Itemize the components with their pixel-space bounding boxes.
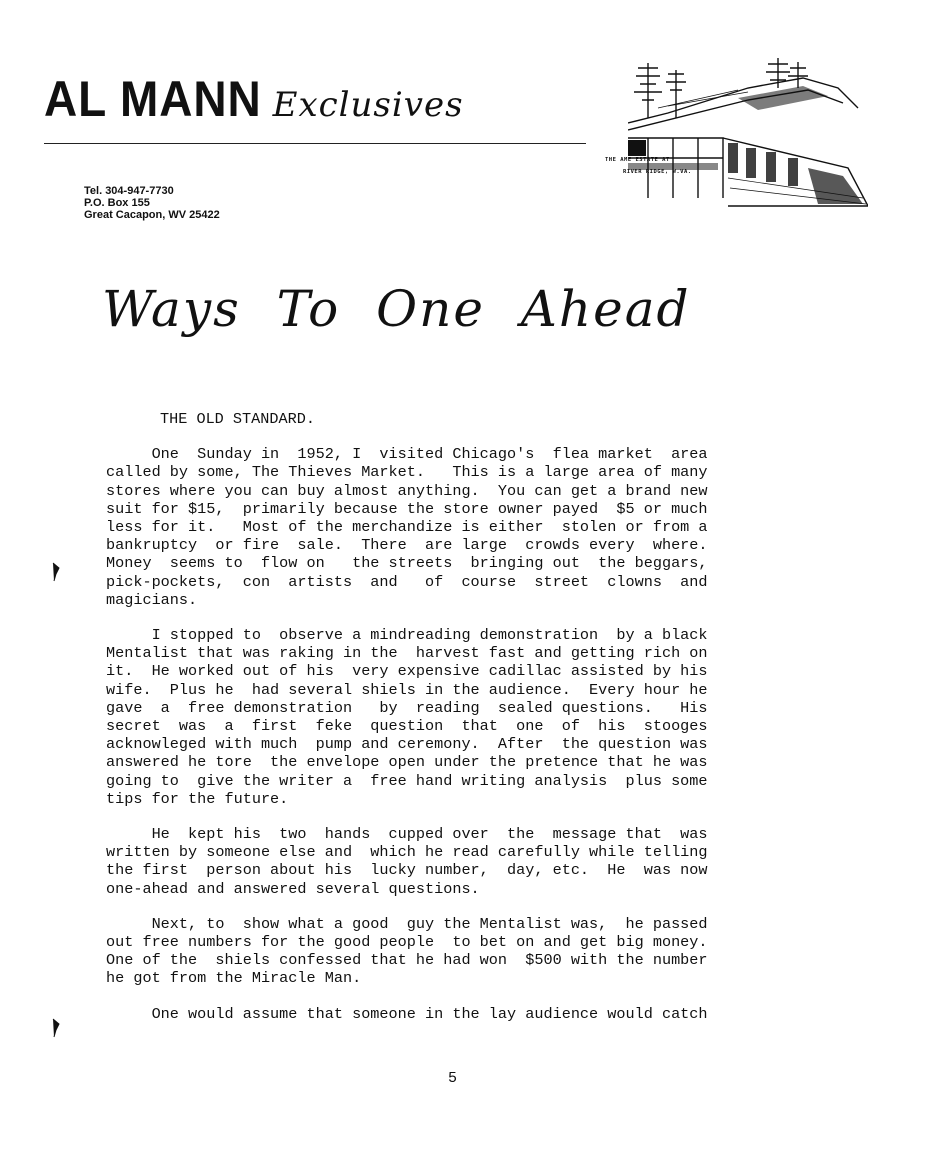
paragraph-line: I stopped to observe a mindreading demonstration by a black [106,626,708,645]
contact-city: Great Cacapon, WV 25422 [84,209,220,221]
estate-caption [605,154,692,178]
paragraph-line: acknowleged with much pump and ceremony. After the question was [106,735,708,754]
paragraph [106,915,846,988]
letterhead-brand [44,70,464,128]
paragraph-line: Mentalist that was raking in the harvest fast and getting rich on [106,644,708,663]
paragraph-line: answered he tore the envelope open under the pretence that he was [106,753,708,772]
paragraph [106,626,846,808]
estate-illustration [628,48,868,208]
margin-mark [52,1018,60,1038]
paragraph-line: Next, to show what a good guy the Mentalist was, he passed [106,914,708,933]
paragraph-line: he got from the Miracle Man. [106,969,362,988]
body-text [106,410,846,1040]
estate-caption-line-2: RIVER RIDGE, W.VA. [623,169,692,175]
letterhead-rule [44,143,586,144]
paragraph-line: One Sunday in 1952, I visited Chicago's flea market area [106,445,708,464]
paragraph-line: wife. Plus he had several shiels in the audience. Every hour he [106,680,708,699]
paragraph-line: the first person about his lucky number, day, etc. He was now [106,861,708,880]
paragraph-line: one-ahead and answered several questions. [106,879,480,898]
page-number: 5 [448,1070,458,1087]
section-heading: THE OLD STANDARD. [160,410,315,428]
paragraph [106,1005,846,1023]
paragraph [106,825,846,898]
margin-mark [52,562,60,582]
paragraph-line: going to give the writer a free hand writing analysis plus some [106,771,708,790]
paragraph-line: pick-pockets, con artists and of course street clowns and [106,572,708,591]
paragraph-line: out free numbers for the good people to bet on and get big money. [106,933,708,952]
contact-phone: Tel. 304-947-7730 [84,185,174,197]
contact-block [84,185,220,221]
paragraph-line: Money seems to flow on the streets bringing out the beggars, [106,554,708,573]
brand-script: Exclusives [272,85,464,125]
paragraph-line: He kept his two hands cupped over the message that was [106,825,708,844]
paragraph-line: it. He worked out of his very expensive cadillac assisted by his [106,662,708,681]
paragraph [106,445,846,609]
paragraph-line: One of the shiels confessed that he had won $500 with the number [106,951,708,970]
paragraph-line: tips for the future. [106,789,289,808]
estate-caption-line-1: THE AME ESTATE AT [605,157,670,163]
paragraphs [106,445,846,1023]
paragraph-line: written by someone else and which he read carefully while telling [106,843,708,862]
handwritten-title: Ways To One Ahead [102,280,691,338]
paragraph-line: gave a free demonstration by reading sealed questions. His [106,698,708,717]
paragraph-line: secret was a first feke question that one of his stooges [106,717,708,736]
paragraph-line: One would assume that someone in the lay audience would catch [106,1004,708,1023]
paragraph-line: called by some, The Thieves Market. This is a large area of many [106,463,708,482]
paragraph-line: less for it. Most of the merchandize is either stolen or from a [106,518,708,537]
paragraph-line: suit for $15, primarily because the store owner payed $5 or much [106,499,708,518]
paragraph-line: stores where you can buy almost anything. You can get a brand new [106,481,708,500]
paragraph-line: magicians. [106,590,198,609]
paragraph-line: bankruptcy or fire sale. There are large crowds every where. [106,536,708,555]
contact-po-box: P.O. Box 155 [84,197,150,209]
brand-name: AL MANN [44,71,262,127]
